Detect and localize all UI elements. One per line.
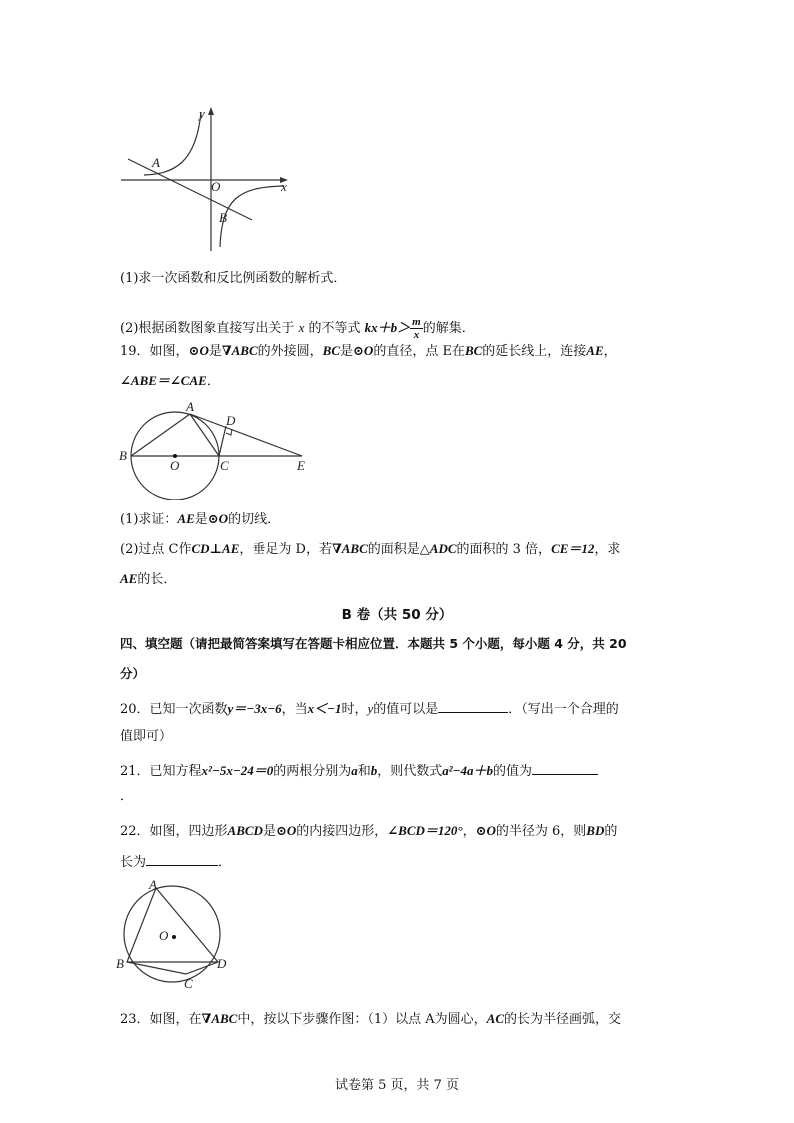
q22-a: 22．如图，四边形 <box>120 824 228 839</box>
q22-line1 <box>120 820 680 843</box>
label-x: x <box>281 179 287 194</box>
q19-l1-g: ， <box>603 344 617 359</box>
q19-l1-bc2: BC <box>464 343 483 358</box>
q19-l1-tri: ∇ABC <box>221 343 258 358</box>
q18-p2-var: x <box>298 320 305 335</box>
q20-y: y <box>367 701 374 716</box>
q19-line1 <box>120 340 680 363</box>
q21-vb: b <box>370 763 378 778</box>
q18-p2-frac-den: x <box>413 329 420 341</box>
figure-q22-circle <box>114 876 234 991</box>
q20-d: 的值可以是 <box>373 702 439 717</box>
q22-l2-end: ． <box>218 855 232 870</box>
q22-quad: ABCD <box>227 823 263 838</box>
q19-l1-circ: ⊙O <box>188 343 209 358</box>
q20-c: 时， <box>341 702 368 717</box>
q20-cond: x＜−1 <box>307 701 342 716</box>
label-o: O <box>170 458 180 473</box>
section-heading-line1: 四、填空题（请把最简答案填写在答题卡相应位置．本题共 5 个小题，每小题 4 分，共 20 <box>120 636 627 651</box>
q19-l1-bc: BC <box>322 343 341 358</box>
label-o: O <box>159 928 169 943</box>
q19-line2 <box>120 370 680 393</box>
q19-p3-end: 的长． <box>137 572 177 587</box>
q19-l1-e: 的直径，点 E在 <box>373 344 465 359</box>
q21-line1 <box>120 760 680 783</box>
q19-l1-d: 是 <box>340 344 354 359</box>
q23-c: 的长为半径画弧，交 <box>504 1012 622 1027</box>
q23-a: 23．如图，在 <box>120 1012 202 1027</box>
label-a: A <box>186 400 194 414</box>
q19-p2-e: ，求 <box>594 542 621 557</box>
q19-l1-f: 的延长线上，连接 <box>482 344 587 359</box>
q19-l1-a: 19．如图， <box>120 344 189 359</box>
q19-p2-tri: ∇ABC <box>331 541 368 556</box>
q19-p2-ce: CE＝12 <box>551 541 595 556</box>
q19-part1 <box>120 508 680 531</box>
center-dot <box>172 935 176 939</box>
q21-eq: x²−5x−24＝0 <box>201 763 274 778</box>
section-heading-line2: 分） <box>120 666 146 681</box>
q19-p2-perp: CD⊥AE <box>191 541 240 556</box>
q19-p2-d: 的面积的 3 倍， <box>456 542 552 557</box>
q19-l2-end: ． <box>206 374 220 389</box>
q21-c: 和 <box>357 764 371 779</box>
label-c: C <box>220 458 229 473</box>
q19-p1-b: 是 <box>194 512 208 527</box>
q23-ac: AC <box>486 1011 504 1026</box>
q19-l1-circ2: ⊙O <box>353 343 374 358</box>
label-o: O <box>211 179 221 194</box>
q22-bd: BD <box>586 823 605 838</box>
label-d: D <box>217 956 227 971</box>
q18-p2-frac-num: m <box>412 316 421 328</box>
quadrilateral-abcd <box>127 888 218 974</box>
q22-circ2: ⊙O <box>475 823 496 838</box>
q19-p1-c: 的切线． <box>228 512 281 527</box>
q19-p2-tri2: △ADC <box>419 541 457 556</box>
q20-fn: y＝−3x−6 <box>227 701 282 716</box>
q19-p1-a: (1)求证： <box>120 512 178 527</box>
answer-blank-20[interactable] <box>438 698 508 713</box>
q19-p2-c: 的面积是 <box>367 542 420 557</box>
label-c: C <box>184 976 193 991</box>
segment-ae <box>190 414 302 456</box>
q22-d: ， <box>462 824 476 839</box>
label-y: y <box>199 106 205 121</box>
hyperbola-branch-right <box>220 186 284 247</box>
q19-p3-ae: AE <box>120 571 138 586</box>
q22-circ: ⊙O <box>275 823 297 838</box>
q19-l1-ae: AE <box>586 343 604 358</box>
q22-l2: 长为 <box>120 855 147 870</box>
figure-q18-graph <box>118 104 298 254</box>
page-footer: 试卷第 5 页，共 7 页 <box>334 1078 460 1093</box>
q19-l1-c: 的外接圆， <box>257 344 323 359</box>
q18-p2-pre: (2)根据函数图象直接写出关于 <box>120 321 295 336</box>
q20-e: ．（写出一个合理的 <box>508 702 619 717</box>
q19-p2-b: ，垂足为 D，若 <box>239 542 332 557</box>
q20-a: 20．已知一次函数 <box>120 702 228 717</box>
segment-ba <box>131 414 190 456</box>
q20-line2: 值即可） <box>120 729 173 744</box>
q19-part2-cont <box>120 568 680 591</box>
q22-line2 <box>120 851 680 874</box>
q19-p1-circ: ⊙O <box>207 511 229 526</box>
q21-line2: ． <box>120 789 134 804</box>
q22-c: 的内接四边形， <box>296 824 388 839</box>
q19-p2-a: (2)过点 C作 <box>120 542 192 557</box>
linear-function-line <box>128 159 252 220</box>
q22-ang: ∠BCD＝120° <box>387 823 463 838</box>
q18-p2-post: 的解集． <box>422 321 475 336</box>
y-axis-arrow <box>208 107 214 115</box>
answer-blank-21[interactable] <box>532 760 598 775</box>
q22-b: 是 <box>262 824 276 839</box>
label-e: E <box>297 458 305 473</box>
q23-b: 中，按以下步骤作图：（1）以点 A为圆心， <box>237 1012 487 1027</box>
q19-l2-eq: ∠ABE＝∠CAE <box>120 373 207 388</box>
q19-p1-ae: AE <box>177 511 195 526</box>
label-a: A <box>152 155 160 170</box>
q22-f: 的 <box>604 824 618 839</box>
q21-va: a <box>351 763 358 778</box>
label-b: B <box>116 956 124 971</box>
label-b: B <box>119 448 127 463</box>
segment-ac <box>190 414 219 456</box>
q21-b: 的两根分别为 <box>273 764 352 779</box>
q20-line1 <box>120 698 680 721</box>
answer-blank-22[interactable] <box>146 851 218 866</box>
q23-line1 <box>120 1008 680 1031</box>
label-a: A <box>149 877 157 892</box>
q19-part2 <box>120 538 680 561</box>
q18-p2-mid: 的不等式 <box>308 321 361 336</box>
q19-l1-b: 是 <box>208 344 222 359</box>
q21-a: 21．已知方程 <box>120 764 202 779</box>
q18-part1: (1)求一次函数和反比例函数的解析式． <box>120 271 347 286</box>
section-b-title: B 卷（共 50 分） <box>341 607 453 623</box>
q21-e: 的值为 <box>493 764 533 779</box>
fraction-m-over-x <box>410 316 423 341</box>
q20-b: ，当 <box>281 702 308 717</box>
inequality: kx＋b＞ <box>364 320 411 335</box>
q21-d: ，则代数式 <box>377 764 443 779</box>
figure-q19-circle <box>114 400 314 500</box>
label-d: D <box>226 413 236 428</box>
segment-cd <box>219 426 226 456</box>
q21-expr: a²−4a＋b <box>442 763 494 778</box>
label-b: B <box>219 210 227 225</box>
q22-e: 的半径为 6，则 <box>495 824 587 839</box>
q18-part2 <box>120 316 680 341</box>
q23-tri: ∇ABC <box>201 1011 238 1026</box>
